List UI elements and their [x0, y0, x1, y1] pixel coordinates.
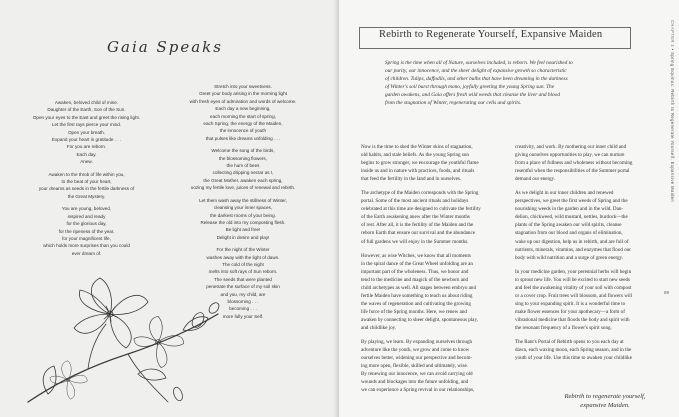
- body-line: body with wild nutrition and a surge of green energy.: [515, 254, 624, 261]
- poem-line: for your magnificent life,: [62, 235, 111, 241]
- body-line: and feel the awakening vitality of your soil with compost: [515, 284, 632, 291]
- body-line: fertile Maiden have something to teach us about riding: [361, 292, 473, 299]
- body-line: The Rant's Portal of Rebirth opens to you each day at: [515, 339, 624, 346]
- poem-line: becoming . . .: [229, 306, 257, 312]
- poem-line: for the ripeness of the year,: [58, 228, 115, 234]
- body-line: the resonant frequency of a flower's spirit song.: [515, 324, 612, 331]
- poem-line: each morning the start of spring,: [210, 113, 276, 119]
- closing-affirmation: [551, 392, 659, 410]
- poem-line: the hum of bees: [226, 163, 260, 169]
- poem-line: Let the first rays pierce your mind.: [51, 122, 122, 128]
- body-column-right: [515, 143, 656, 362]
- poem-line: Open your eyes to the East and greet the rising light.: [32, 114, 141, 120]
- poem-line: more fully your Self.: [222, 313, 264, 319]
- poem-line: the Great Mother, awaken each spring,: [203, 177, 283, 183]
- body-line: old habits, and stale beliefs. As the young Spring sun: [361, 152, 469, 159]
- poem-line: washes away with the light of dawn.: [206, 254, 280, 260]
- intro-line: garden awakens, and Gaia offers fresh wild weeds that cleanse the liver and blood: [385, 92, 560, 99]
- body-line: important part of the wholeness. Thus, we honor and: [361, 268, 469, 275]
- poem-line: your dreams as seeds in the fertile darkness of: [38, 186, 135, 192]
- body-line: that feed the fertility in the land and in ourselves.: [361, 176, 462, 183]
- body-line: from a place of fullness and wholeness without becoming: [515, 160, 633, 167]
- body-line: of rest. After all, it is the fertility of the Maiden and the: [361, 222, 474, 229]
- poem-line: inspired and ready: [67, 213, 106, 219]
- poem-line: blossoming . . .: [227, 298, 259, 304]
- poem-line: Release the old into my composting flesh.: [200, 219, 286, 225]
- poem-line: Stretch into your sweetness.: [214, 84, 272, 89]
- body-line: to sprout new life. You will be excited to start new seeds: [515, 276, 631, 283]
- poem-line: penetrate the surface of my soil skin: [206, 284, 280, 290]
- section-heading: Rebirth to Regenerate Yourself, Expansive Maiden: [379, 29, 603, 40]
- body-line: The archetype of the Maiden corresponds with the Spring: [361, 190, 479, 197]
- poem-title: Gaia Speaks: [107, 38, 223, 56]
- body-line: child archetypes as well. All stages between embryo and: [361, 284, 476, 291]
- body-line: perspectives, we greet the first weeds of Spring and the: [515, 198, 628, 205]
- poem-line: Each day.: [76, 151, 97, 157]
- body-line: awaken by connecting to sheer delight, spontaneous play,: [361, 316, 478, 323]
- poem-line: which holds more surprises than you could: [43, 243, 130, 249]
- apple-blossom-illustration: [18, 262, 223, 412]
- body-line: As we delight in our inner children and renewed: [515, 190, 614, 197]
- body-line: nourishing weeds in the garden and in the wild. Dan-: [515, 206, 624, 213]
- poem-line: each Spring, the energy of the Maiden,: [203, 121, 283, 127]
- closing-line-2: expansive Maiden.: [580, 402, 630, 409]
- right-page: [339, 0, 679, 417]
- body-line: and childlike joy.: [361, 324, 397, 331]
- poem-line: melts into soft rays of Sun reborn.: [208, 269, 278, 275]
- poem-line: Daughter of the Earth, Son of the Sun.: [47, 107, 126, 113]
- body-line: Now is the time to shed the Winter skins of stagnation,: [361, 144, 473, 150]
- poem-line: The seeds that were planted: [214, 276, 272, 282]
- body-line: we can experience a Spring revival in our relationships,: [361, 387, 475, 394]
- body-line: resentful when the responsibilities of the Summer portal: [515, 168, 630, 175]
- intro-line: of Winter's soil burst through mono, joyfully greeting the young Spring sun. The: [385, 84, 555, 91]
- poem-line: ever dream of.: [71, 250, 102, 256]
- body-line: youth of your life. Use this time to awaken your childlike: [515, 355, 632, 362]
- body-line: nutrients, minerals, vitamins, and enzymes that flood our: [515, 246, 631, 253]
- body-line: demand our energy.: [515, 176, 556, 183]
- body-line: In your medicine garden, your perennial herbs will begin: [515, 268, 632, 275]
- poem-line: For you are reborn.: [66, 144, 107, 150]
- body-column-left: [361, 143, 500, 394]
- poem-line: Delight in desire and play!: [216, 234, 270, 240]
- body-line: delion, chickweed, wild mustard, nettles, burdock—the: [515, 214, 628, 221]
- body-line: begins to grow stronger, we encourage the youthful flame: [361, 160, 479, 167]
- body-line: tend to the medicine and magick of the newborn and: [361, 276, 469, 283]
- body-line: the waves of regeneration and cultivating the growing: [361, 300, 471, 307]
- body-line: celebrated at this time are designed to cultivate the fertility: [361, 206, 481, 213]
- body-line: portal. Some of the most ancient rituals and holidays: [361, 198, 469, 205]
- poem-line: and you, my child, are: [220, 291, 266, 297]
- body-line: However, as wise Witches, we know that all moments: [361, 252, 471, 259]
- poem-column-left: [14, 99, 159, 257]
- body-line: of the Earth awakening anew after the Winter months: [361, 214, 470, 221]
- body-line: life force of the Spring months. Here, we renew and: [361, 308, 467, 315]
- poem-line: the Great Mystery.: [67, 193, 106, 199]
- left-page: [0, 0, 339, 417]
- body-line: ourselves better, widening our perspective and becom-: [361, 355, 473, 362]
- intro-line: of children. Tulips, daffodils, and other bulbs that have been dreaming in the darkness: [385, 76, 568, 83]
- body-line: sing to your expanding spirit. It is a wonderful time to: [515, 300, 626, 307]
- poem-line: to the beat of your heart,: [61, 179, 112, 185]
- body-line: in the spiral dance of the Great Wheel unfolding are an: [361, 260, 473, 267]
- poem-line: for the glorious day,: [66, 221, 107, 227]
- poem-line: Let them wash away the stillness of Winter,: [199, 197, 287, 203]
- poem-line: For the night of the Winter: [216, 247, 270, 253]
- body-line: or a cover crop. Fruit trees will blossom, and flowers will: [515, 292, 633, 299]
- body-line: stagnation from our blood and organs of elimination,: [515, 230, 623, 237]
- poem-line: collecting dripping nectar as I,: [212, 170, 274, 176]
- poem-line: Awaken, beloved child of mine.: [54, 100, 119, 105]
- poem-line: with fresh eyes of admiration and words of welcome.: [189, 98, 297, 104]
- body-line: plants of the Spring awaken our wild spirits, cleanse: [515, 222, 622, 229]
- body-line: wounds and blockages into the future unfolding, and: [361, 379, 469, 386]
- poem-line: Expand your heart in gratitude . . .: [51, 137, 122, 143]
- poem-line: cleansing your inner spaces,: [213, 205, 273, 211]
- poem-line: Open your breath.: [67, 129, 106, 135]
- poem-line: You are young, beloved,: [61, 206, 112, 212]
- body-line: By renewing our innocence, we can avoid carrying old: [361, 371, 473, 378]
- page-number: 89: [663, 290, 669, 295]
- body-line: reborn Earth that ensure our survival and the abundance: [361, 230, 476, 237]
- poem-line: oozing my fertile love, juices of renewal and rebirth.: [190, 185, 296, 191]
- body-line: creativity, and work. By mothering our inner child and: [515, 144, 627, 150]
- body-line: dawn, each waxing moon, each Spring season, and in the: [515, 347, 632, 354]
- body-line: wake up our digestion, help us in rebirth, and are full of: [515, 238, 629, 245]
- closing-line-1: Rebirth to regenerate yourself,: [564, 393, 646, 400]
- intro-line: Spring is the time when all of Nature, ourselves included, is reborn. We feel nourished to: [385, 60, 573, 66]
- poem-line: The cold of the night: [222, 261, 264, 267]
- poem-line: Awaken to the throb of life within you,: [48, 171, 125, 177]
- body-line: By playing, we learn. By expanding ourselves through: [361, 339, 473, 346]
- poem-line: the darkest rooms of your being.: [210, 212, 276, 218]
- intro-paragraph: [385, 59, 625, 108]
- poem-line: Be light and free!: [225, 227, 261, 233]
- poem-line: Greet your body arising in the morning light: [199, 91, 287, 97]
- running-head: CHAPTER 4 • Spring Equinox: Rebirth to Regenerate Yourself, Expansive Maiden: [670, 20, 675, 203]
- poem-line: the blossoming flowers,: [218, 155, 267, 161]
- body-line: adventure like the youth, we grow and come to know: [361, 347, 470, 354]
- body-line: make flower essences for your apothecary—a form of: [515, 308, 625, 315]
- running-head-title: Spring Equinox: Rebirth to Regenerate Yourself, Expansive Maiden: [670, 52, 675, 203]
- body-line: of full gardens we will enjoy in the Summer months.: [361, 238, 469, 245]
- poem-line: Anew.: [80, 159, 93, 165]
- poem-line: Welcome the song of the birds,: [211, 148, 275, 154]
- running-head-chapter: CHAPTER 4: [670, 20, 675, 48]
- body-line: ing more open, flexible, skilled and ultimately, wise.: [361, 363, 469, 370]
- intro-line: from the stagnation of Winter, regenerating our cells and spirits.: [385, 100, 522, 107]
- poem-line: the innocence of youth: [219, 128, 267, 134]
- poem-line: that pulses like dreams unfolding . . .: [205, 135, 281, 141]
- body-line: vibrational medicine that floods the body and spirit with: [515, 316, 630, 323]
- poem-line: Each day a new beginning,: [215, 106, 271, 112]
- body-line: inside us and in nature with practices, foods, and rituals: [361, 168, 475, 175]
- intro-line: our purity, our innocence, and the sheer delight of expansive growth so characteristic: [385, 68, 567, 75]
- body-line: giving ourselves opportunities to play, we can nurture: [515, 152, 625, 159]
